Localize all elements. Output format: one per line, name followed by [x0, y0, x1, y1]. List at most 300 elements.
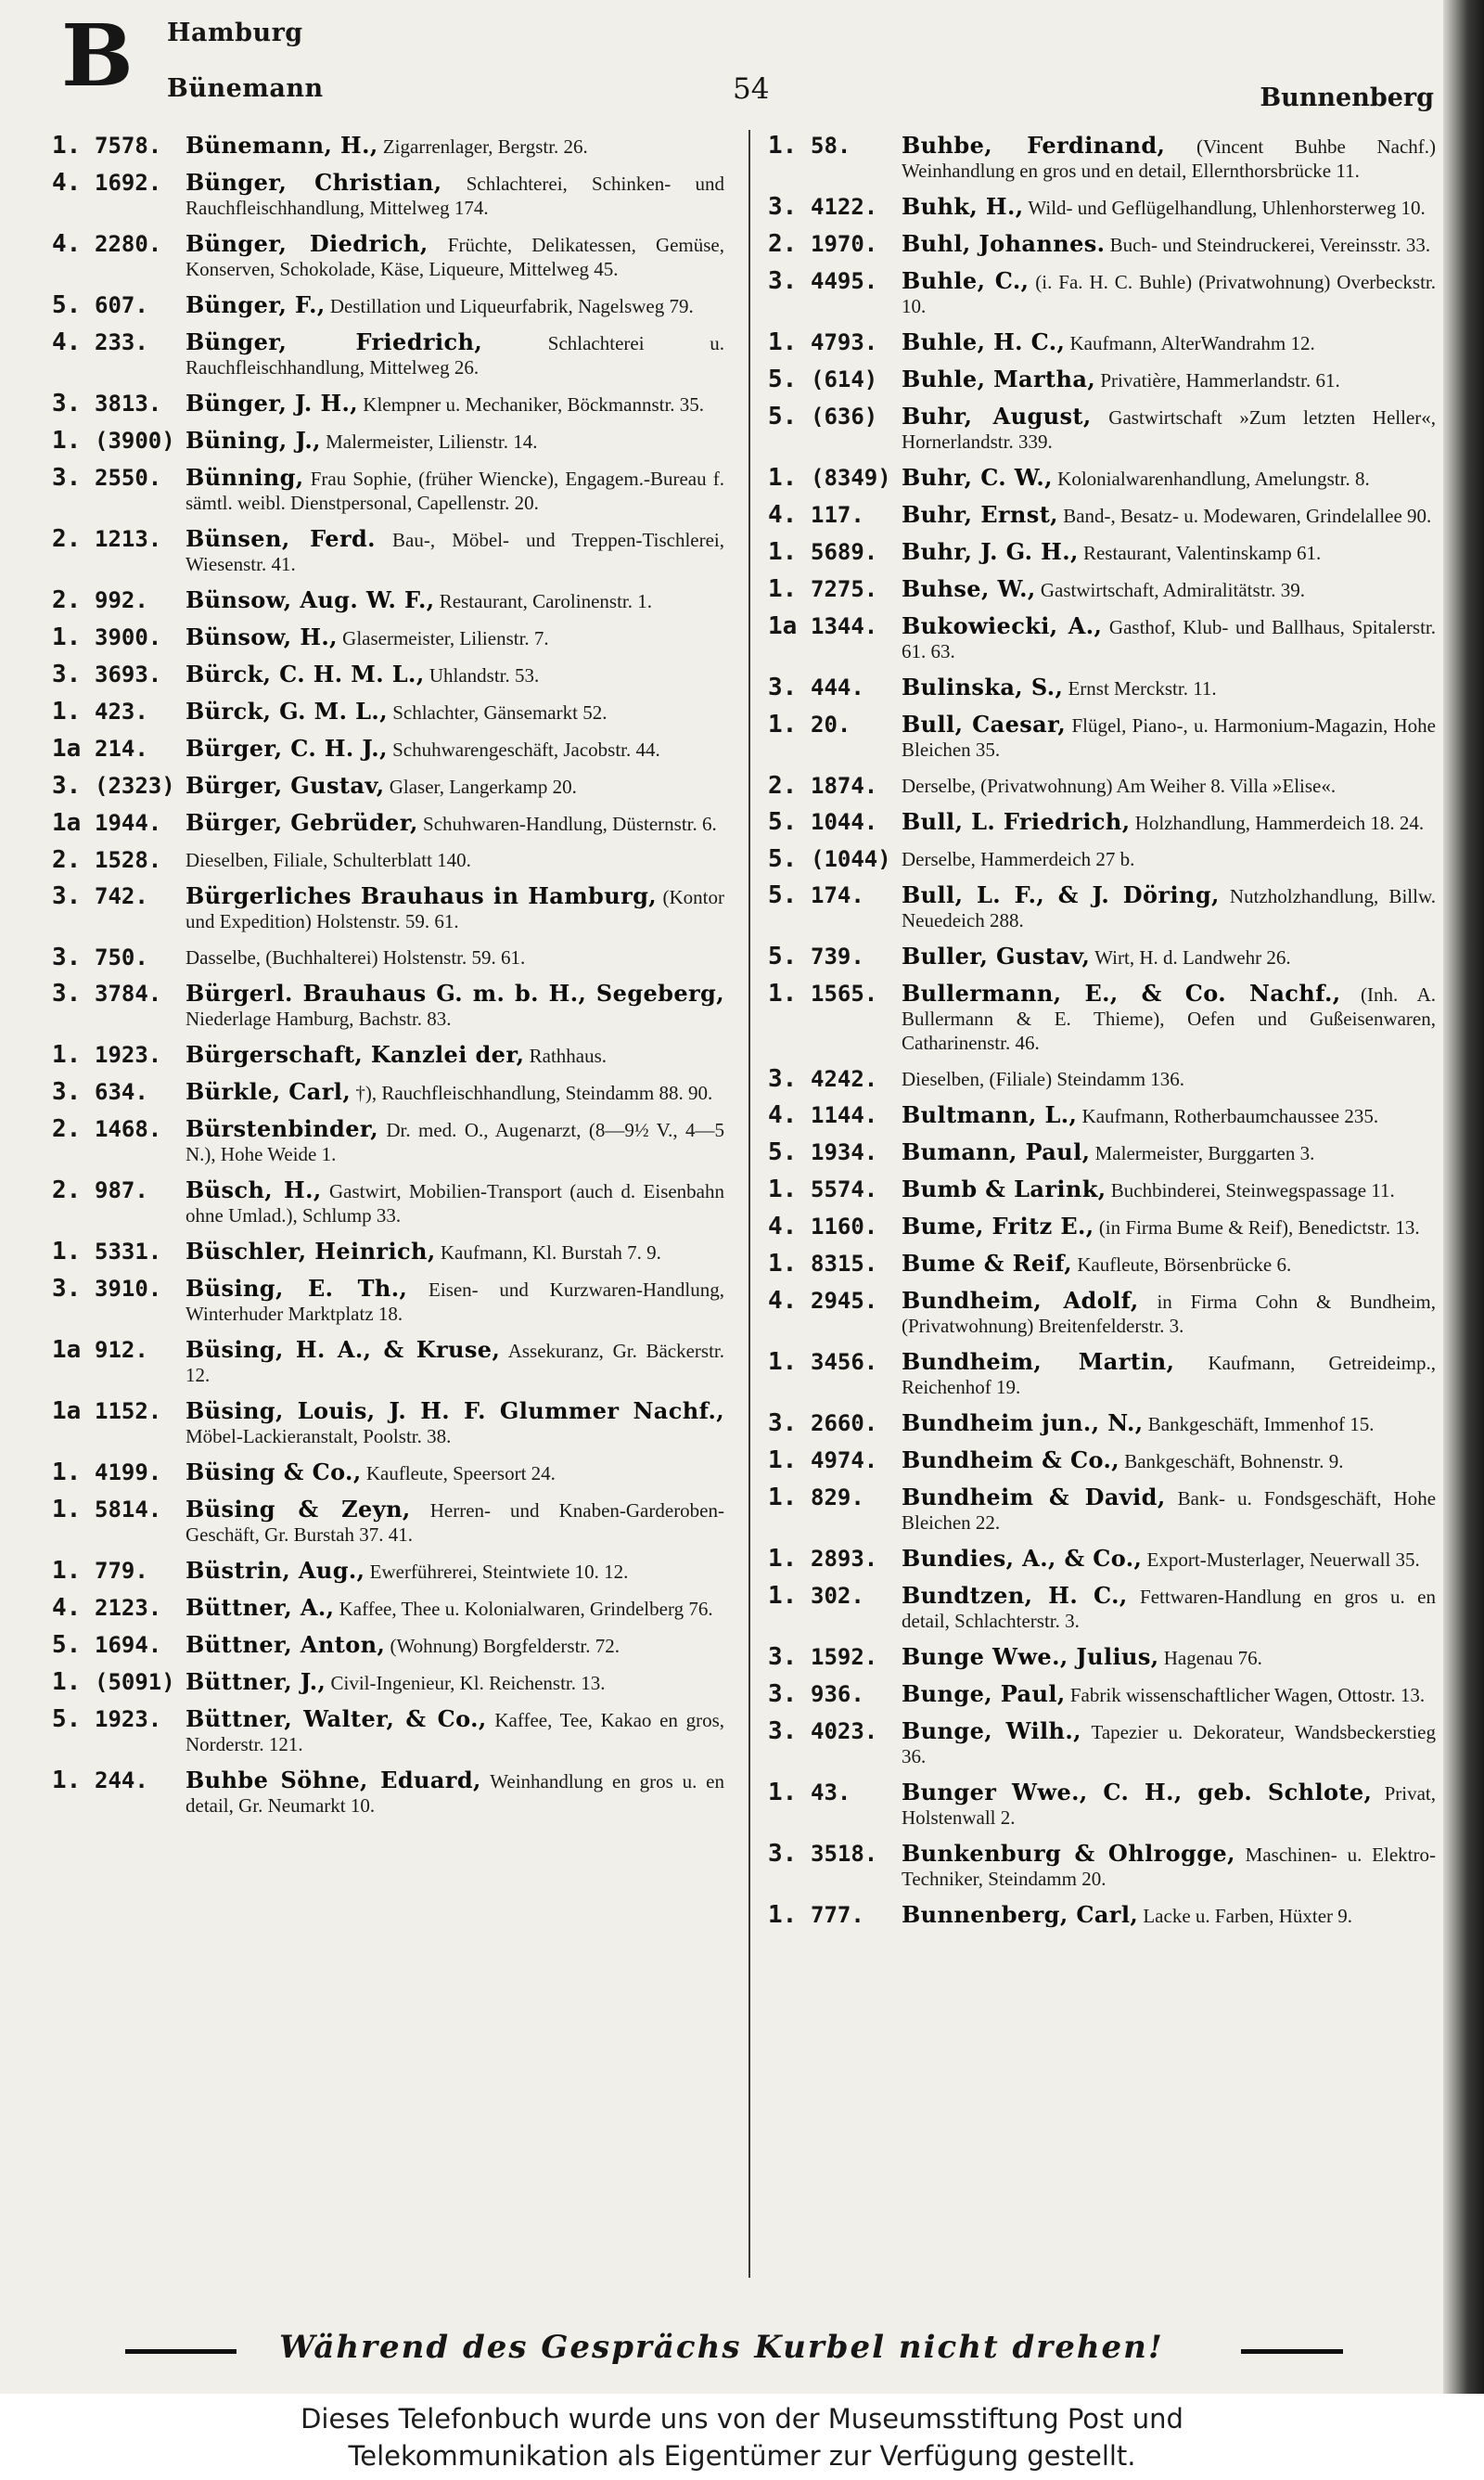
- entry-body: [186, 1043, 724, 1068]
- subscriber-details: Glaser, Langerkamp 20.: [389, 776, 577, 798]
- exchange-number: 2.: [52, 525, 82, 553]
- directory-entry: [52, 1596, 724, 1621]
- entry-body: [186, 1338, 724, 1387]
- subscriber-name: Bunge, Paul,: [902, 1680, 1066, 1707]
- subscriber-details: †), Rauchfleischhandlung, Steindamm 88. 90.: [355, 1082, 713, 1104]
- subscriber-name: Bukowiecki, A.,: [902, 612, 1103, 639]
- entry-body: [186, 982, 724, 1031]
- phone-number: [52, 1399, 186, 1448]
- subscriber-name: Büsing, E. Th.,: [186, 1275, 408, 1302]
- exchange-number: 3.: [768, 674, 798, 701]
- entry-body: [186, 527, 724, 576]
- entry-body: [186, 1670, 724, 1695]
- subscriber-details: Dieselben, (Filiale) Steindamm 136.: [902, 1068, 1185, 1090]
- phone-number: [768, 1350, 902, 1399]
- entry-body: [186, 848, 724, 872]
- subscriber-details: Destillation und Liqueurfabrik, Nagelsweg 79.: [329, 295, 694, 317]
- page-number: 54: [733, 72, 770, 106]
- exchange-number: 2.: [52, 846, 82, 874]
- subscriber-name: Büsch, H.,: [186, 1176, 322, 1203]
- phone-number: [768, 1140, 902, 1165]
- entry-body: [902, 713, 1436, 762]
- phone-number: [768, 1252, 902, 1277]
- phone-number: [52, 982, 186, 1031]
- exchange-number: 2.: [52, 1176, 82, 1204]
- directory-entry: [768, 1289, 1436, 1338]
- entry-body: [186, 1277, 724, 1326]
- directory-entry: [52, 429, 724, 454]
- line-number: 634.: [95, 1079, 148, 1105]
- directory-entry: [52, 662, 724, 687]
- subscriber-name: Bürkle, Carl,: [186, 1078, 352, 1105]
- line-number: 3910.: [95, 1276, 162, 1302]
- subscriber-details: Frau Sophie, (früher Wiencke), Engagem.-Bureau f. sämtl. weibl. Dienstpersonal, Capellenstr. 20.: [186, 468, 724, 514]
- line-number: 58.: [811, 133, 851, 159]
- subscriber-details: Eisen- und Kurzwaren-Handlung, Winterhuder Marktplatz 18.: [186, 1279, 724, 1325]
- subscriber-name: Bürger, Gebrüder,: [186, 809, 418, 836]
- phone-number: [52, 134, 186, 159]
- footer-motto-row: [0, 2329, 1443, 2375]
- subscriber-name: Bumb & Larink,: [902, 1176, 1107, 1202]
- phone-number: [52, 811, 186, 836]
- exchange-number: 1.: [768, 1348, 798, 1376]
- exchange-number: 3.: [52, 390, 82, 418]
- subscriber-details: Niederlage Hamburg, Bachstr. 83.: [186, 1008, 452, 1030]
- phone-number: [52, 1497, 186, 1547]
- line-number: 779.: [95, 1558, 148, 1584]
- phone-number: [768, 1289, 902, 1338]
- exchange-number: 4.: [768, 1287, 798, 1315]
- line-number: 2893.: [811, 1546, 878, 1572]
- phone-number: [52, 737, 186, 762]
- directory-entry: [768, 1780, 1436, 1830]
- directory-entry: [768, 1682, 1436, 1707]
- exchange-number: 1.: [52, 132, 82, 160]
- header-city: Hamburg: [167, 19, 303, 47]
- entry-body: [902, 466, 1436, 491]
- exchange-number: 1a: [52, 1397, 82, 1425]
- line-number: 1152.: [95, 1398, 162, 1424]
- entry-body: [186, 1460, 724, 1485]
- entry-body: [902, 614, 1436, 663]
- entry-body: [186, 1633, 724, 1658]
- entry-body: [902, 1350, 1436, 1399]
- subscriber-details: (Vincent Buhbe Nachf.) Weinhandlung en gros und en detail, Ellernthorsbrücke 11.: [902, 135, 1437, 182]
- entry-body: [902, 1903, 1436, 1928]
- entry-body: [186, 662, 724, 687]
- exchange-number: 5.: [768, 403, 798, 430]
- subscriber-details: Kaufmann, AlterWandrahm 12.: [1069, 332, 1315, 354]
- phone-number: [52, 625, 186, 650]
- subscriber-details: Restaurant, Carolinenstr. 1.: [439, 590, 653, 612]
- phone-number: [768, 1214, 902, 1240]
- phone-number: [52, 232, 186, 281]
- subscriber-details: Privatière, Hammerlandstr. 61.: [1100, 369, 1340, 392]
- exchange-number: 1.: [52, 1496, 82, 1523]
- phone-number: [52, 1460, 186, 1485]
- phone-number: [52, 293, 186, 318]
- subscriber-details: Dr. med. O., Augenarzt, (8—9½ V., 4—5 N.), Hohe Weide 1.: [186, 1119, 724, 1165]
- entry-body: [186, 1497, 724, 1547]
- credit-line-1: Dieses Telefonbuch wurde uns von der Museumsstiftung Post und: [301, 2403, 1183, 2435]
- subscriber-details: Dieselben, Filiale, Schulterblatt 140.: [186, 849, 471, 871]
- directory-entry: [768, 1547, 1436, 1572]
- subscriber-details: Kolonialwarenhandlung, Amelungstr. 8.: [1057, 468, 1370, 490]
- exchange-number: 2.: [768, 230, 798, 258]
- subscriber-details: Früchte, Delikatessen, Gemüse, Konserven, Schokolade, Käse, Liqueure, Mittelweg 45.: [186, 234, 725, 280]
- subscriber-name: Buhle, C.,: [902, 267, 1030, 294]
- phone-number: [52, 429, 186, 454]
- line-number: 5689.: [811, 539, 878, 565]
- directory-entry: [52, 625, 724, 650]
- phone-number: [768, 1103, 902, 1128]
- entry-body: [902, 1547, 1436, 1572]
- directory-entry: [768, 1177, 1436, 1202]
- subscriber-name: Bume, Fritz E.,: [902, 1213, 1094, 1240]
- exchange-number: 5.: [52, 291, 82, 319]
- phone-number: [52, 1240, 186, 1265]
- entry-body: [186, 293, 724, 318]
- line-number: 987.: [95, 1177, 148, 1203]
- entry-body: [902, 330, 1436, 355]
- phone-number: [768, 1780, 902, 1830]
- exchange-number: 1.: [768, 538, 798, 566]
- subscriber-name: Bürck, C. H. M. L.,: [186, 661, 425, 687]
- exchange-number: 1.: [768, 464, 798, 492]
- directory-entry: [768, 577, 1436, 602]
- entry-body: [186, 466, 724, 515]
- phone-number: [768, 195, 902, 220]
- directory-entry: [768, 134, 1436, 183]
- subscriber-name: Bunnenberg, Carl,: [902, 1901, 1139, 1928]
- subscriber-name: Buhbe Söhne, Eduard,: [186, 1767, 481, 1793]
- line-number: 3518.: [811, 1841, 878, 1867]
- subscriber-name: Buhl, Johannes.: [902, 230, 1106, 257]
- phone-number: [768, 1584, 902, 1633]
- line-number: 1528.: [95, 847, 162, 873]
- exchange-number: 3.: [52, 772, 82, 800]
- exchange-number: 1.: [52, 1767, 82, 1794]
- subscriber-details: Kaufmann, Getreideimp., Reichenhof 19.: [902, 1352, 1436, 1398]
- subscriber-name: Bulinska, S.,: [902, 674, 1064, 700]
- line-number: 1160.: [811, 1214, 878, 1240]
- phone-number: [52, 1117, 186, 1166]
- directory-entry: [52, 1178, 724, 1227]
- entry-body: [186, 1559, 724, 1584]
- directory-entry: [52, 527, 724, 576]
- exchange-number: 2.: [52, 586, 82, 614]
- entry-body: [902, 1645, 1436, 1670]
- subscriber-details: Dasselbe, (Buchhalterei) Holstenstr. 59. 61.: [186, 946, 526, 969]
- line-number: 607.: [95, 292, 148, 318]
- directory-entry: [768, 1903, 1436, 1928]
- entry-body: [902, 1289, 1436, 1338]
- exchange-number: 3.: [768, 1680, 798, 1708]
- entry-body: [902, 847, 1436, 871]
- subscriber-name: Bunge Wwe., Julius,: [902, 1643, 1159, 1670]
- directory-entry: [52, 737, 724, 762]
- directory-entry: [52, 1338, 724, 1387]
- phone-number: [768, 810, 902, 835]
- entry-body: [902, 1214, 1436, 1240]
- subscriber-details: Uhlandstr. 53.: [429, 664, 540, 687]
- phone-number: [768, 847, 902, 871]
- directory-entry: [768, 1645, 1436, 1670]
- exchange-number: 1.: [52, 623, 82, 651]
- subscriber-name: Bünger, Diedrich,: [186, 230, 429, 257]
- directory-entry: [768, 1350, 1436, 1399]
- subscriber-details: Bau-, Möbel- und Treppen-Tischlerei, Wiesenstr. 41.: [186, 529, 725, 575]
- exchange-number: 1.: [768, 1484, 798, 1511]
- directory-entry: [52, 1460, 724, 1485]
- entry-body: [902, 195, 1436, 220]
- phone-number: [52, 1559, 186, 1584]
- page-header: [0, 0, 1443, 121]
- subscriber-name: Büttner, A.,: [186, 1594, 335, 1621]
- subscriber-name: Büsing & Co.,: [186, 1458, 362, 1485]
- subscriber-name: Buhle, H. C.,: [902, 328, 1066, 355]
- entry-body: [186, 1768, 724, 1818]
- line-number: 1144.: [811, 1102, 878, 1128]
- line-number: (5091): [95, 1669, 175, 1695]
- directory-entry: [52, 811, 724, 836]
- directory-entry: [768, 1448, 1436, 1473]
- subscriber-name: Bürstenbinder,: [186, 1115, 378, 1142]
- line-number: 20.: [811, 712, 851, 738]
- subscriber-details: Maschinen- u. Elektro-Techniker, Steindamm 20.: [902, 1844, 1436, 1890]
- line-number: 1692.: [95, 170, 162, 196]
- line-number: 742.: [95, 883, 148, 909]
- subscriber-details: Kaufmann, Kl. Burstah 7. 9.: [440, 1241, 661, 1264]
- page-binding-edge: [1443, 0, 1484, 2394]
- entry-body: [902, 1719, 1436, 1768]
- phone-number: [52, 774, 186, 799]
- phone-number: [768, 1485, 902, 1535]
- phone-number: [52, 330, 186, 379]
- subscriber-details: Bankgeschäft, Immenhof 15.: [1147, 1413, 1375, 1435]
- exchange-number: 1.: [768, 1545, 798, 1573]
- line-number: 992.: [95, 587, 148, 613]
- directory-entry: [52, 1768, 724, 1818]
- phone-number: [52, 945, 186, 970]
- phone-number: [52, 1338, 186, 1387]
- phone-number: [768, 1842, 902, 1891]
- subscriber-details: Schuhwarengeschäft, Jacobstr. 44.: [392, 739, 660, 761]
- subscriber-details: (in Firma Bume & Reif), Benedictstr. 13.: [1098, 1216, 1420, 1239]
- exchange-number: 1.: [768, 711, 798, 739]
- phone-number: [52, 1596, 186, 1621]
- exchange-number: 2.: [768, 772, 798, 800]
- phone-number: [768, 614, 902, 663]
- directory-entry: [768, 1103, 1436, 1128]
- subscriber-details: Holzhandlung, Hammerdeich 18. 24.: [1134, 812, 1425, 834]
- entry-body: [186, 1080, 724, 1105]
- entry-body: [186, 392, 724, 417]
- directory-entry: [768, 847, 1436, 871]
- directory-entry: [52, 588, 724, 613]
- subscriber-details: Bank- u. Fondsgeschäft, Hohe Bleichen 22.: [902, 1487, 1437, 1534]
- phone-number: [52, 1633, 186, 1658]
- subscriber-name: Buller, Gustav,: [902, 943, 1091, 970]
- entry-body: [902, 1584, 1436, 1633]
- exchange-number: 5.: [768, 1138, 798, 1166]
- phone-number: [768, 1645, 902, 1670]
- subscriber-name: Buhr, August,: [902, 403, 1092, 430]
- directory-entry: [52, 1559, 724, 1584]
- subscriber-name: Bürger, C. H. J.,: [186, 735, 388, 762]
- line-number: 8315.: [811, 1251, 878, 1277]
- exchange-number: 3.: [52, 882, 82, 910]
- directory-entry: [52, 945, 724, 970]
- exchange-number: 1.: [52, 1238, 82, 1266]
- directory-entry: [52, 1707, 724, 1756]
- directory-entry: [52, 171, 724, 220]
- subscriber-details: Derselbe, (Privatwohnung) Am Weiher 8. Villa »Elise«.: [902, 775, 1337, 797]
- subscriber-name: Bundheim & David,: [902, 1484, 1166, 1510]
- phone-number: [768, 713, 902, 762]
- line-number: 777.: [811, 1902, 864, 1928]
- credit-bar: [0, 2394, 1484, 2480]
- line-number: 2550.: [95, 465, 162, 491]
- subscriber-details: Herren- und Knaben-Garderoben-Geschäft, Gr. Burstah 37. 41.: [186, 1499, 724, 1546]
- exchange-number: 1a: [52, 1336, 82, 1364]
- subscriber-name: Bull, L. Friedrich,: [902, 808, 1131, 835]
- directory-entry: [768, 1252, 1436, 1277]
- directory-entry: [768, 1485, 1436, 1535]
- entry-body: [186, 1178, 724, 1227]
- subscriber-name: Bünger, F.,: [186, 291, 326, 318]
- line-number: 444.: [811, 675, 864, 700]
- entry-body: [186, 700, 724, 725]
- subscriber-name: Bunge, Wilh.,: [902, 1717, 1081, 1744]
- subscriber-name: Bünger, Friedrich,: [186, 328, 483, 355]
- line-number: 43.: [811, 1780, 851, 1805]
- phone-number: [768, 540, 902, 565]
- phone-number: [768, 1448, 902, 1473]
- exchange-number: 1a: [768, 612, 798, 640]
- line-number: 739.: [811, 944, 864, 970]
- subscriber-details: (Wohnung) Borgfelderstr. 72.: [390, 1635, 620, 1657]
- exchange-number: 1.: [768, 328, 798, 356]
- phone-number: [52, 171, 186, 220]
- entry-body: [902, 405, 1436, 454]
- exchange-number: 3.: [768, 193, 798, 221]
- subscriber-name: Bünger, J. H.,: [186, 390, 359, 417]
- exchange-number: 1.: [52, 1557, 82, 1585]
- entry-body: [902, 1485, 1436, 1535]
- subscriber-name: Bundheim & Co.,: [902, 1446, 1119, 1473]
- line-number: 3900.: [95, 624, 162, 650]
- subscriber-details: Wild- und Geflügelhandlung, Uhlenhorsterweg 10.: [1028, 197, 1426, 219]
- line-number: 3693.: [95, 662, 162, 687]
- directory-entry: [768, 232, 1436, 257]
- subscriber-name: Bürck, G. M. L.,: [186, 698, 388, 725]
- subscriber-name: Buhr, C. W.,: [902, 464, 1053, 491]
- exchange-number: 3.: [768, 267, 798, 295]
- phone-number: [768, 1177, 902, 1202]
- entry-body: [186, 1707, 724, 1756]
- exchange-number: 2.: [52, 1115, 82, 1143]
- subscriber-name: Büstrin, Aug.,: [186, 1557, 365, 1584]
- phone-number: [768, 330, 902, 355]
- phone-number: [768, 269, 902, 318]
- subscriber-details: Malermeister, Burggarten 3.: [1094, 1142, 1315, 1164]
- exchange-number: 1.: [768, 1582, 798, 1610]
- line-number: 5574.: [811, 1176, 878, 1202]
- phone-number: [52, 1080, 186, 1105]
- entry-body: [902, 232, 1436, 257]
- subscriber-name: Büschler, Heinrich,: [186, 1238, 436, 1265]
- entry-body: [902, 1067, 1436, 1091]
- phone-number: [768, 1903, 902, 1928]
- subscriber-details: Kaufleute, Speersort 24.: [365, 1462, 556, 1484]
- subscriber-name: Bumann, Paul,: [902, 1138, 1091, 1165]
- line-number: 1694.: [95, 1632, 162, 1658]
- entry-body: [902, 1780, 1436, 1830]
- exchange-number: 4.: [768, 1101, 798, 1129]
- subscriber-details: Privat, Holstenwall 2.: [902, 1782, 1437, 1829]
- line-number: 4242.: [811, 1066, 878, 1092]
- directory-entry: [768, 269, 1436, 318]
- directory-entry: [52, 466, 724, 515]
- phone-number: [52, 1670, 186, 1695]
- entry-body: [902, 1252, 1436, 1277]
- exchange-number: 4.: [52, 230, 82, 258]
- right-column: [768, 134, 1436, 1940]
- entry-body: [902, 883, 1436, 932]
- subscriber-name: Bullermann, E., & Co. Nachf.,: [902, 980, 1341, 1007]
- exchange-number: 1.: [768, 1779, 798, 1806]
- line-number: 1044.: [811, 809, 878, 835]
- directory-entry: [768, 614, 1436, 663]
- exchange-number: 3.: [768, 1840, 798, 1868]
- phone-number: [52, 662, 186, 687]
- exchange-number: 5.: [768, 366, 798, 393]
- exchange-number: 1a: [52, 809, 82, 837]
- subscriber-name: Bundtzen, H. C.,: [902, 1582, 1128, 1609]
- entry-body: [902, 269, 1436, 318]
- exchange-number: 5.: [768, 845, 798, 873]
- entry-body: [186, 171, 724, 220]
- subscriber-details: Fabrik wissenschaftlicher Wagen, Ottostr. 13.: [1069, 1684, 1426, 1706]
- directory-entry: [768, 944, 1436, 970]
- line-number: 1923.: [95, 1042, 162, 1068]
- subscriber-details: Hagenau 76.: [1163, 1647, 1262, 1669]
- header-last-entry: Bunnenberg: [1260, 84, 1434, 112]
- entry-body: [186, 811, 724, 836]
- phone-number: [768, 405, 902, 454]
- subscriber-name: Bundheim, Adolf,: [902, 1287, 1139, 1314]
- entry-body: [902, 1177, 1436, 1202]
- subscriber-name: Buhr, Ernst,: [902, 501, 1058, 528]
- subscriber-name: Bunkenburg & Ohlrogge,: [902, 1840, 1235, 1867]
- subscriber-details: Assekuranz, Gr. Bäckerstr. 12.: [186, 1340, 725, 1386]
- line-number: 423.: [95, 699, 148, 725]
- subscriber-name: Büsing, Louis, J. H. F. Glummer Nachf.,: [186, 1397, 724, 1424]
- exchange-number: 3.: [768, 1643, 798, 1671]
- directory-entry: [52, 848, 724, 872]
- directory-entry: [52, 134, 724, 159]
- subscriber-details: Bankgeschäft, Bohnenstr. 9.: [1124, 1450, 1344, 1472]
- exchange-number: 3.: [52, 1078, 82, 1106]
- phone-number: [52, 466, 186, 515]
- line-number: 912.: [95, 1337, 148, 1363]
- footer-rule-right: [1241, 2349, 1343, 2354]
- line-number: 4495.: [811, 268, 878, 294]
- directory-entry: [768, 675, 1436, 700]
- phone-number: [52, 884, 186, 933]
- subscriber-name: Bünsen, Ferd.: [186, 525, 376, 552]
